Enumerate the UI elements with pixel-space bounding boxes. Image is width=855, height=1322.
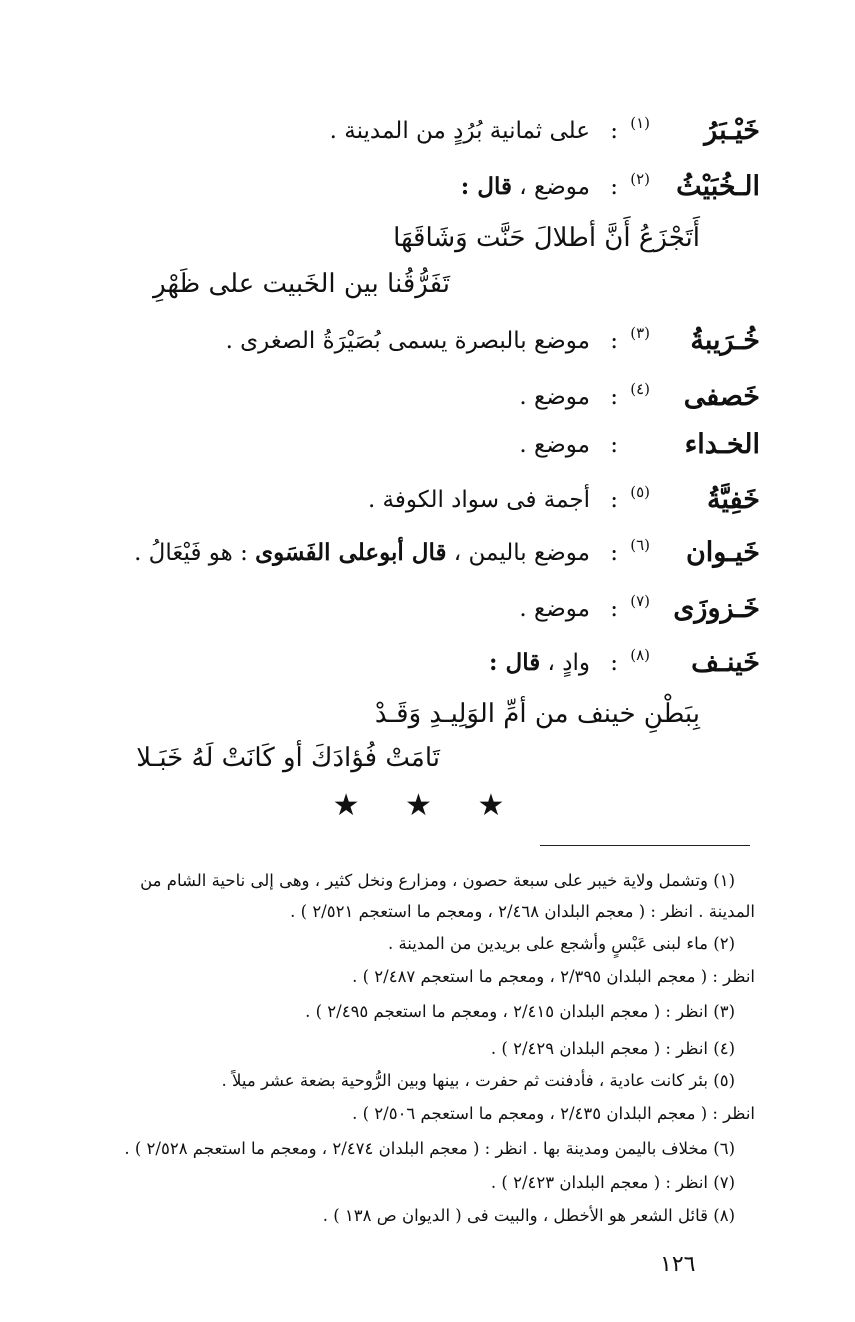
entry-khaybar — [40, 108, 760, 154]
entry-definition — [134, 530, 590, 576]
entry-colon: : — [610, 487, 618, 513]
entry-definition: موضع . — [519, 596, 590, 622]
verse-1-line-1: أَتَجْزَعُ أَنَّ أطلالَ حَنَّت وَشَاقَهَا — [393, 223, 700, 253]
entry-definition: موضع . — [519, 384, 590, 410]
footnote-1-cont: المدينة . انظر : ( معجم البلدان ٢/٤٦٨ ، ومعجم ما استعجم ٢/٥٢١ ) . — [290, 902, 755, 921]
entry-headword: الخـداء — [684, 429, 760, 460]
entry-headword: خَـزوزَى — [673, 593, 760, 624]
definition-text: موضع باليمن ، — [446, 540, 590, 566]
footnote-1: (١) وتشمل ولاية خيبر على سبعة حصون ، ومزارع ونخل كثير ، وهى إلى ناحية الشام من — [140, 871, 735, 890]
footnote-4: (٤) انظر : ( معجم البلدان ٢/٤٢٩ ) . — [490, 1039, 735, 1058]
entry-definition: موضع بالبصرة يسمى بُصَيْرَةُ الصغرى . — [225, 328, 590, 354]
footnote-ref: (٢) — [630, 170, 650, 188]
footnote-ref: (٣) — [630, 324, 650, 342]
entry-definition — [461, 164, 590, 210]
entry-colon: : — [610, 596, 618, 622]
verse-2-line-2: تَامَتْ فُؤادَكَ أو كَانَتْ لَهُ خَبَـلا — [136, 743, 440, 773]
entry-headword: خَينـف — [691, 647, 760, 678]
entry-headword: خَفِيَّةُ — [707, 484, 760, 515]
definition-text: : هو فَيْعَالُ . — [134, 540, 256, 566]
footnote-rule — [540, 845, 750, 846]
footnote-2: (٢) ماء لبنى عَبْسٍ وأشجع على بريدين من المدينة . — [387, 934, 735, 953]
definition-bold: قال : — [460, 173, 512, 200]
entry-khafiyya — [40, 477, 760, 523]
section-divider-stars: ★ ★ ★ — [332, 788, 523, 823]
entry-colon: : — [610, 118, 618, 144]
verse-2-line-1: بِبَطْنِ خينف من أمِّ الوَلِيـدِ وَقَـدْ — [374, 699, 700, 729]
footnote-6: (٦) مخلاف باليمن ومدينة بها . انظر : ( معجم البلدان ٢/٤٧٤ ، ومعجم ما استعجم ٢/٥٢٨ ) . — [124, 1139, 735, 1158]
entry-definition: أجمة فى سواد الكوفة . — [367, 487, 590, 513]
entry-headword: خَيْـبَرُ — [704, 115, 760, 146]
entry-khaywan — [40, 530, 760, 576]
footnote-3: (٣) انظر : ( معجم البلدان ٢/٤١٥ ، ومعجم ما استعجم ٢/٤٩٥ ) . — [305, 1002, 735, 1021]
page-number: ١٢٦ — [660, 1252, 696, 1277]
footnote-ref: (٨) — [630, 646, 650, 664]
footnote-7: (٧) انظر : ( معجم البلدان ٢/٤٢٣ ) . — [490, 1173, 735, 1192]
entry-headword: الـخُبَيْثُ — [676, 171, 760, 202]
entry-khazwaza — [40, 586, 760, 632]
entry-definition — [489, 640, 590, 686]
entry-headword: خَيـوان — [685, 537, 760, 568]
footnote-ref: (٧) — [630, 592, 650, 610]
entry-al-khadda — [40, 422, 760, 468]
definition-text: وادٍ ، — [540, 650, 590, 676]
entry-khasfa — [40, 374, 760, 420]
footnote-ref: (٥) — [630, 483, 650, 501]
entry-headword: خَصفى — [683, 381, 760, 412]
entry-definition: على ثمانية بُرُدٍ من المدينة . — [329, 118, 590, 144]
definition-bold: قال : — [488, 649, 541, 676]
entry-definition: موضع . — [519, 432, 590, 458]
entry-colon: : — [610, 650, 618, 676]
footnote-ref: (٦) — [630, 536, 650, 554]
entry-al-khubayth — [40, 164, 760, 210]
entry-colon: : — [610, 174, 618, 200]
entry-headword: خُـرَيبةُ — [690, 325, 760, 356]
entry-khaynaf — [40, 640, 760, 686]
footnote-ref: (٤) — [630, 380, 650, 398]
entry-colon: : — [610, 384, 618, 410]
verse-1-line-2: تَفَرُّقُنا بين الخَبيت على ظَهْرِ — [153, 269, 450, 299]
footnote-2-cont: انظر : ( معجم البلدان ٢/٣٩٥ ، ومعجم ما استعجم ٢/٤٨٧ ) . — [352, 967, 755, 986]
definition-bold: قال أبوعلى الفَسَوى — [255, 539, 447, 566]
entry-colon: : — [610, 328, 618, 354]
footnote-8: (٨) قائل الشعر هو الأخطل ، والبيت فى ( الديوان ص ١٣٨ ) . — [322, 1206, 735, 1225]
footnote-5-cont: انظر : ( معجم البلدان ٢/٤٣٥ ، ومعجم ما استعجم ٢/٥٠٦ ) . — [352, 1104, 755, 1123]
entry-colon: : — [610, 432, 618, 458]
entry-khurayba — [40, 318, 760, 364]
definition-text: موضع ، — [511, 174, 590, 200]
entry-colon: : — [610, 540, 618, 566]
footnote-ref: (١) — [630, 114, 650, 132]
footnote-5: (٥) بئر كانت عادية ، فأدفنت ثم حفرت ، بينها وبين الرُّوحية بضعة عشر ميلاً . — [221, 1071, 735, 1090]
